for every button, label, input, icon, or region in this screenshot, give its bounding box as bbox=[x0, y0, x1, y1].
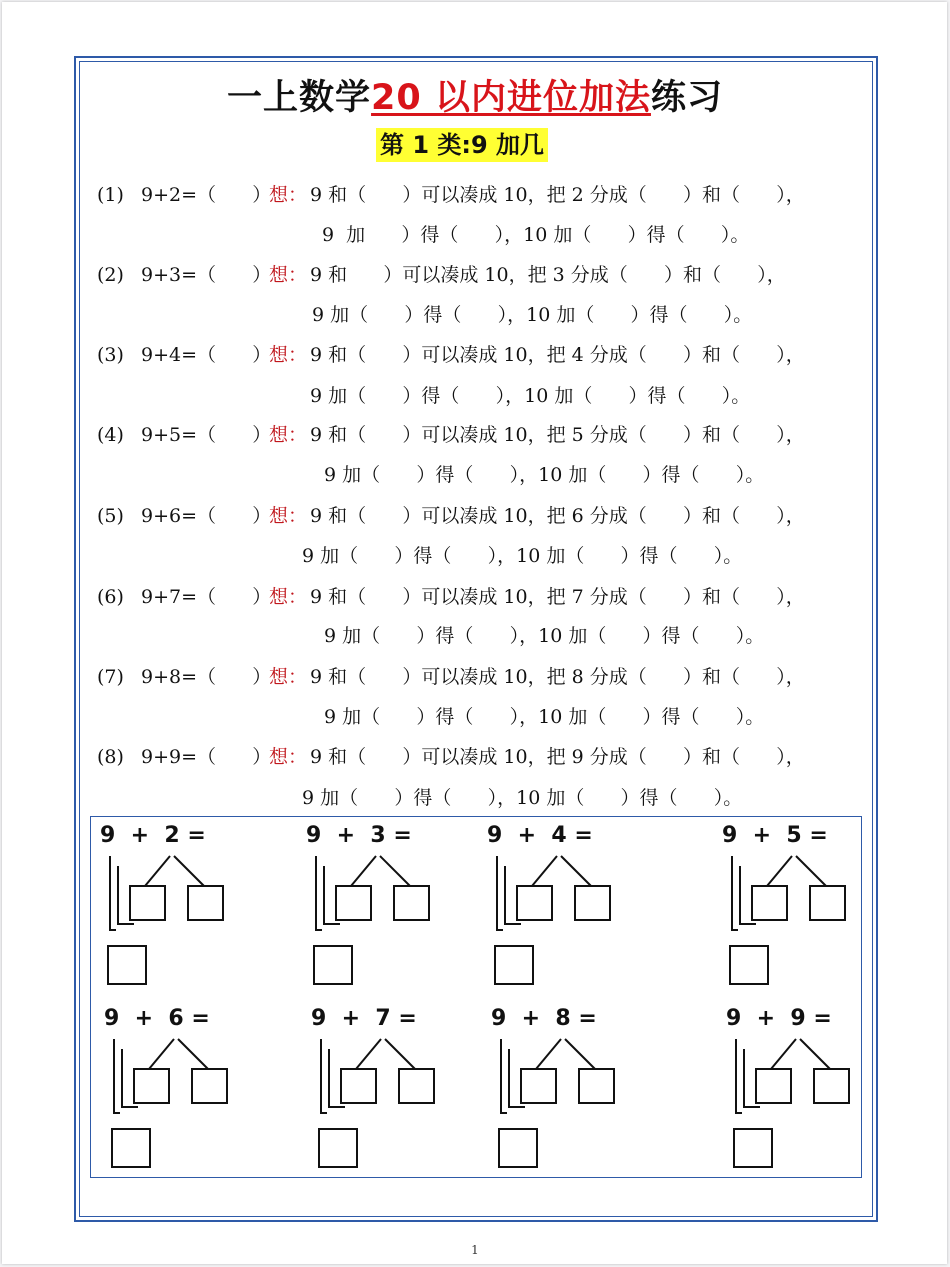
exercise-number: (8) bbox=[97, 746, 124, 768]
branch-line-right bbox=[796, 856, 826, 886]
branch-line-left bbox=[771, 1039, 796, 1069]
answer-box-result[interactable] bbox=[499, 1129, 537, 1167]
exercise-hint-line2[interactable]: 9 加（ ）得（ ），10 加（ ）得（ ）。 bbox=[324, 706, 765, 728]
exercise-equation[interactable]: 9+3=（ ） bbox=[141, 264, 272, 286]
bracket-line-inner bbox=[744, 1049, 760, 1107]
bracket-line-inner bbox=[122, 1049, 138, 1107]
page-number: 1 bbox=[471, 1243, 479, 1257]
bracket-line-outer bbox=[497, 856, 503, 930]
exercise-number: (6) bbox=[97, 586, 124, 608]
branch-line-right bbox=[561, 856, 591, 886]
exercise-hint-line2[interactable]: 9 加（ ）得（ ），10 加（ ）得（ ）。 bbox=[312, 304, 753, 326]
exercise-row2 bbox=[322, 220, 750, 250]
diagram-lines bbox=[487, 822, 687, 992]
exercise-row2 bbox=[324, 621, 765, 651]
branch-line-right bbox=[174, 856, 204, 886]
exercise-row2 bbox=[302, 783, 743, 813]
answer-box-result[interactable] bbox=[734, 1129, 772, 1167]
exercise-row1 bbox=[97, 742, 857, 772]
diagram-equation: 9 + 7 = bbox=[311, 1006, 417, 1031]
answer-box-split-left[interactable] bbox=[134, 1069, 169, 1103]
exercise-row1 bbox=[97, 662, 857, 692]
bracket-line-outer bbox=[110, 856, 116, 930]
exercise-equation[interactable]: 9+2=（ ） bbox=[141, 184, 272, 206]
diagram-equation: 9 + 5 = bbox=[722, 823, 828, 848]
think-label: 想： bbox=[269, 666, 308, 688]
answer-box-result[interactable] bbox=[319, 1129, 357, 1167]
answer-box-split-left[interactable] bbox=[336, 886, 371, 920]
answer-box-result[interactable] bbox=[112, 1129, 150, 1167]
bracket-line-inner bbox=[509, 1049, 525, 1107]
section-subtitle: 第 1 类:9 加几 bbox=[376, 128, 548, 162]
answer-box-split-left[interactable] bbox=[517, 886, 552, 920]
exercise-hint-line1[interactable]: 9 和（ ）可以凑成 10，把 5 分成（ ）和（ ）， bbox=[310, 424, 805, 446]
bracket-line-inner bbox=[505, 866, 521, 924]
branch-line-left bbox=[149, 1039, 174, 1069]
title-suffix: 练习 bbox=[650, 78, 723, 118]
answer-box-result[interactable] bbox=[108, 946, 146, 984]
diagram-equation: 9 + 6 = bbox=[104, 1006, 210, 1031]
branch-line-left bbox=[145, 856, 170, 886]
diagram-equation: 9 + 8 = bbox=[491, 1006, 597, 1031]
answer-box-split-right[interactable] bbox=[188, 886, 223, 920]
split-diagram bbox=[726, 1005, 926, 1175]
diagram-lines bbox=[722, 822, 922, 992]
split-diagram bbox=[722, 822, 922, 992]
branch-line-right bbox=[385, 1039, 415, 1069]
branch-line-left bbox=[356, 1039, 381, 1069]
diagram-lines bbox=[100, 822, 300, 992]
diagram-equation: 9 + 2 = bbox=[100, 823, 206, 848]
think-label: 想： bbox=[269, 424, 308, 446]
diagram-equation: 9 + 4 = bbox=[487, 823, 593, 848]
branch-line-right bbox=[178, 1039, 208, 1069]
answer-box-split-right[interactable] bbox=[192, 1069, 227, 1103]
answer-box-split-right[interactable] bbox=[394, 886, 429, 920]
bracket-line-inner bbox=[118, 866, 134, 924]
split-diagram bbox=[487, 822, 687, 992]
bracket-line-inner bbox=[324, 866, 340, 924]
exercise-hint-line2[interactable]: 9 加（ ）得（ ），10 加（ ）得（ ）。 bbox=[302, 545, 743, 567]
exercise-hint-line2[interactable]: 9 加（ ）得（ ），10 加（ ）得（ ）。 bbox=[310, 385, 751, 407]
exercise-hint-line1[interactable]: 9 和（ ）可以凑成 10，把 6 分成（ ）和（ ）， bbox=[310, 505, 805, 527]
think-label: 想： bbox=[269, 264, 308, 286]
exercise-number: (3) bbox=[97, 344, 124, 366]
answer-box-split-right[interactable] bbox=[579, 1069, 614, 1103]
bracket-line-outer bbox=[316, 856, 322, 930]
exercise-hint-line2[interactable]: 9 加（ ）得（ ），10 加（ ）得（ ）。 bbox=[302, 787, 743, 809]
bracket-line-outer bbox=[732, 856, 738, 930]
diagram-lines bbox=[726, 1005, 926, 1175]
answer-box-result[interactable] bbox=[495, 946, 533, 984]
think-label: 想： bbox=[269, 746, 308, 768]
exercise-hint-line2[interactable]: 9 加（ ）得（ ），10 加（ ）得（ ）。 bbox=[324, 464, 765, 486]
exercise-row2 bbox=[324, 460, 765, 490]
split-diagram bbox=[100, 822, 300, 992]
answer-box-split-left[interactable] bbox=[521, 1069, 556, 1103]
exercise-equation[interactable]: 9+7=（ ） bbox=[141, 586, 272, 608]
exercise-number: (1) bbox=[97, 184, 124, 206]
exercise-number: (4) bbox=[97, 424, 124, 446]
diagram-equation: 9 + 3 = bbox=[306, 823, 412, 848]
bracket-line-outer bbox=[736, 1039, 742, 1113]
exercise-equation[interactable]: 9+9=（ ） bbox=[141, 746, 272, 768]
exercise-hint-line2[interactable]: 9 加（ ）得（ ），10 加（ ）得（ ）。 bbox=[324, 625, 765, 647]
exercise-row1 bbox=[97, 340, 857, 370]
answer-box-split-left[interactable] bbox=[130, 886, 165, 920]
answer-box-result[interactable] bbox=[730, 946, 768, 984]
bracket-line-inner bbox=[329, 1049, 345, 1107]
answer-box-split-left[interactable] bbox=[756, 1069, 791, 1103]
exercise-row2 bbox=[324, 702, 765, 732]
branch-line-left bbox=[536, 1039, 561, 1069]
exercise-row1 bbox=[97, 420, 857, 450]
think-label: 想： bbox=[269, 344, 308, 366]
answer-box-result[interactable] bbox=[314, 946, 352, 984]
diagram-lines bbox=[491, 1005, 691, 1175]
exercise-hint-line1[interactable]: 9 和（ ）可以凑成 10，把 9 分成（ ）和（ ）， bbox=[310, 746, 805, 768]
exercise-row2 bbox=[302, 541, 743, 571]
exercise-equation[interactable]: 9+5=（ ） bbox=[141, 424, 272, 446]
think-label: 想： bbox=[269, 586, 308, 608]
branch-line-right bbox=[565, 1039, 595, 1069]
diagram-equation: 9 + 9 = bbox=[726, 1006, 832, 1031]
title-highlight: 20 以内进位加法 bbox=[371, 78, 651, 118]
bracket-line-inner bbox=[740, 866, 756, 924]
exercise-hint-line1[interactable]: 9 和（ ）可以凑成 10，把 4 分成（ ）和（ ）， bbox=[310, 344, 805, 366]
answer-box-split-right[interactable] bbox=[575, 886, 610, 920]
branch-line-left bbox=[767, 856, 792, 886]
think-label: 想： bbox=[269, 184, 308, 206]
exercise-equation[interactable]: 9+8=（ ） bbox=[141, 666, 272, 688]
exercise-row1 bbox=[97, 501, 857, 531]
branch-line-right bbox=[800, 1039, 830, 1069]
exercise-number: (2) bbox=[97, 264, 124, 286]
diagram-lines bbox=[306, 822, 506, 992]
split-diagram bbox=[311, 1005, 511, 1175]
think-label: 想： bbox=[269, 505, 308, 527]
bracket-line-outer bbox=[501, 1039, 507, 1113]
exercise-equation[interactable]: 9+4=（ ） bbox=[141, 344, 272, 366]
branch-line-right bbox=[380, 856, 410, 886]
exercise-row1 bbox=[97, 260, 857, 290]
diagram-lines bbox=[104, 1005, 304, 1175]
exercise-row2 bbox=[312, 300, 753, 330]
answer-box-split-right[interactable] bbox=[399, 1069, 434, 1103]
answer-box-split-left[interactable] bbox=[752, 886, 787, 920]
exercise-row1 bbox=[97, 180, 857, 210]
answer-box-split-right[interactable] bbox=[814, 1069, 849, 1103]
exercise-number: (5) bbox=[97, 505, 124, 527]
page-title bbox=[0, 76, 950, 120]
bracket-line-outer bbox=[114, 1039, 120, 1113]
answer-box-split-right[interactable] bbox=[810, 886, 845, 920]
title-prefix: 一上数学 bbox=[227, 78, 372, 118]
split-diagram bbox=[491, 1005, 691, 1175]
exercise-hint-line1[interactable]: 9 和（ ）可以凑成 10，把 7 分成（ ）和（ ）， bbox=[310, 586, 805, 608]
exercise-row1 bbox=[97, 582, 857, 612]
branch-line-left bbox=[351, 856, 376, 886]
branch-line-left bbox=[532, 856, 557, 886]
answer-box-split-left[interactable] bbox=[341, 1069, 376, 1103]
exercise-number: (7) bbox=[97, 666, 124, 688]
exercise-row2 bbox=[310, 381, 751, 411]
exercise-hint-line1[interactable]: 9 和 ）可以凑成 10，把 3 分成（ ）和（ ）， bbox=[310, 264, 786, 286]
exercise-hint-line2[interactable]: 9 加 ）得（ ），10 加（ ）得（ ）。 bbox=[322, 224, 750, 246]
exercise-hint-line1[interactable]: 9 和（ ）可以凑成 10，把 2 分成（ ）和（ ）， bbox=[310, 184, 805, 206]
bracket-line-outer bbox=[321, 1039, 327, 1113]
split-diagram bbox=[306, 822, 506, 992]
exercise-equation[interactable]: 9+6=（ ） bbox=[141, 505, 272, 527]
diagram-lines bbox=[311, 1005, 511, 1175]
split-diagram bbox=[104, 1005, 304, 1175]
exercise-hint-line1[interactable]: 9 和（ ）可以凑成 10，把 8 分成（ ）和（ ）， bbox=[310, 666, 805, 688]
